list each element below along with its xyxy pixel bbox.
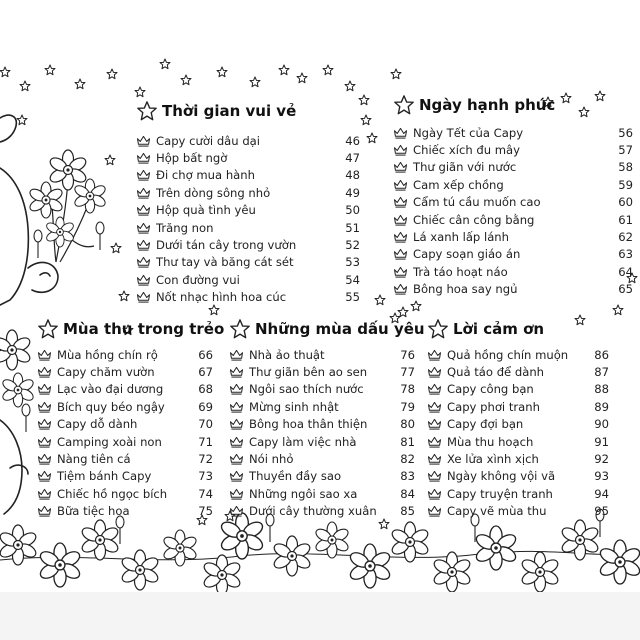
- page-number: 77: [400, 365, 415, 380]
- page-number: 61: [618, 212, 633, 227]
- section-heading: [37, 318, 225, 340]
- chapter-entry: [37, 433, 213, 450]
- page-number: 90: [594, 417, 609, 432]
- chapter-list: [229, 346, 415, 520]
- star-icon: [427, 318, 449, 340]
- page-number: 52: [345, 238, 360, 253]
- crown-icon: [427, 505, 442, 517]
- chapter-title: Đi chợ mua hành: [156, 168, 255, 183]
- chapter-entry: [393, 159, 633, 176]
- page-number: 69: [198, 399, 213, 414]
- chapter-entry: [393, 281, 633, 298]
- crown-icon: [136, 152, 151, 164]
- crown-icon: [229, 418, 244, 430]
- section-title: Thời gian vui vẻ: [162, 102, 297, 120]
- section-ngay-hanh-phuc: [393, 94, 633, 298]
- chapter-entry: [229, 398, 415, 415]
- chapter-title: Những ngôi sao xa: [249, 486, 358, 501]
- chapter-title: Lạc vào đại dương: [57, 382, 164, 397]
- chapter-title: Capy cười dâu dại: [156, 133, 261, 148]
- crown-icon: [136, 239, 151, 251]
- chapter-entry: [136, 289, 360, 306]
- section-thoi-gian-vui-ve: [136, 100, 360, 306]
- chapter-title: Capy làm việc nhà: [249, 434, 357, 449]
- page-number: 47: [345, 151, 360, 166]
- chapter-title: Ngày không vội vã: [447, 469, 556, 484]
- page-number: 72: [198, 452, 213, 467]
- section-title: Những mùa dấu yêu: [255, 320, 425, 338]
- section-nhung-mua-dau-yeu: [229, 318, 425, 520]
- chapter-entry: [37, 398, 213, 415]
- chapter-title: Ngôi sao thích nước: [249, 382, 364, 397]
- crown-icon: [427, 401, 442, 413]
- chapter-entry: [393, 176, 633, 193]
- chapter-title: Capy phơi tranh: [447, 399, 540, 414]
- crown-icon: [427, 488, 442, 500]
- chapter-entry: [427, 363, 609, 380]
- page-number: 58: [618, 160, 633, 175]
- chapter-entry: [229, 468, 415, 485]
- capybara-illustration-bottom: [0, 420, 28, 514]
- chapter-title: Chiếc hồ ngọc bích: [57, 486, 168, 501]
- chapter-title: Cam xếp chồng: [413, 177, 504, 192]
- chapter-title: Nàng tiên cá: [57, 452, 131, 467]
- chapter-title: Trăng non: [156, 220, 214, 235]
- page-number: 92: [594, 452, 609, 467]
- chapter-title: Con đường vui: [156, 272, 240, 287]
- chapter-title: Bữa tiệc hoa: [57, 504, 130, 519]
- crown-icon: [37, 366, 52, 378]
- section-heading: [427, 318, 609, 340]
- section-loi-cam-on: [427, 318, 609, 520]
- chapter-title: Hộp quà tình yêu: [156, 203, 256, 218]
- chapter-title: Cẩm tú cầu muốn cao: [413, 195, 541, 210]
- chapter-title: Trà táo hoạt náo: [413, 264, 508, 279]
- crown-icon: [393, 144, 408, 156]
- crown-icon: [393, 196, 408, 208]
- page-number: 67: [198, 365, 213, 380]
- chapter-list: [37, 346, 213, 520]
- chapter-entry: [136, 149, 360, 166]
- page-number: 48: [345, 168, 360, 183]
- chapter-entry: [229, 503, 415, 520]
- chapter-title: Thuyền đầy sao: [249, 469, 342, 484]
- chapter-title: Capy vẽ mùa thu: [447, 504, 547, 519]
- chapter-title: Capy công bạn: [447, 382, 534, 397]
- crown-icon: [37, 453, 52, 465]
- chapter-entry: [393, 228, 633, 245]
- chapter-entry: [229, 381, 415, 398]
- page-number: 93: [594, 469, 609, 484]
- flower-meadow: [0, 509, 640, 595]
- chapter-entry: [37, 346, 213, 363]
- chapter-entry: [37, 468, 213, 485]
- chapter-title: Mừng sinh nhật: [249, 399, 339, 414]
- chapter-entry: [229, 363, 415, 380]
- chapter-list: [136, 132, 360, 306]
- chapter-entry: [393, 211, 633, 228]
- page-number: 59: [618, 177, 633, 192]
- page-number: 54: [345, 272, 360, 287]
- chapter-entry: [37, 381, 213, 398]
- chapter-title: Capy dỗ dành: [57, 417, 138, 432]
- crown-icon: [393, 283, 408, 295]
- crown-icon: [427, 349, 442, 361]
- chapter-entry: [229, 433, 415, 450]
- page-number: 91: [594, 434, 609, 449]
- chapter-title: Thư giãn với nước: [413, 160, 517, 175]
- crown-icon: [393, 214, 408, 226]
- chapter-entry: [393, 141, 633, 158]
- crown-icon: [393, 266, 408, 278]
- page-number: 64: [618, 264, 633, 279]
- crown-icon: [393, 231, 408, 243]
- page-number: 60: [618, 195, 633, 210]
- chapter-title: Nói nhỏ: [249, 452, 294, 467]
- chapter-title: Dưới cây thường xuân: [249, 504, 377, 519]
- chapter-entry: [136, 271, 360, 288]
- chapter-entry: [37, 485, 213, 502]
- chapter-entry: [229, 485, 415, 502]
- crown-icon: [229, 436, 244, 448]
- crown-icon: [37, 349, 52, 361]
- chapter-title: Chiếc xích đu mây: [413, 143, 520, 158]
- crown-icon: [136, 222, 151, 234]
- chapter-entry: [427, 485, 609, 502]
- chapter-entry: [37, 416, 213, 433]
- crown-icon: [37, 418, 52, 430]
- chapter-entry: [427, 468, 609, 485]
- page-number: 53: [345, 255, 360, 270]
- chapter-entry: [393, 246, 633, 263]
- chapter-entry: [136, 202, 360, 219]
- crown-icon: [229, 505, 244, 517]
- chapter-entry: [136, 167, 360, 184]
- chapter-entry: [427, 416, 609, 433]
- crown-icon: [136, 135, 151, 147]
- chapter-entry: [427, 450, 609, 467]
- section-heading: [393, 94, 633, 116]
- section-title: Ngày hạnh phúc: [419, 96, 556, 114]
- crown-icon: [427, 470, 442, 482]
- chapter-title: Bích quy béo ngậy: [57, 399, 165, 414]
- star-icon: [136, 100, 158, 122]
- crown-icon: [229, 453, 244, 465]
- crown-icon: [37, 436, 52, 448]
- page-number: 87: [594, 365, 609, 380]
- crown-icon: [37, 505, 52, 517]
- chapter-title: Lá xanh lấp lánh: [413, 230, 509, 245]
- page-number: 51: [345, 220, 360, 235]
- section-title: Lời cảm ơn: [453, 320, 545, 338]
- chapter-title: Thư tay và băng cát sét: [156, 255, 294, 270]
- crown-icon: [229, 401, 244, 413]
- page-number: 80: [400, 417, 415, 432]
- crown-icon: [393, 127, 408, 139]
- chapter-title: Ngày Tết của Capy: [413, 125, 524, 140]
- page-number: 55: [345, 290, 360, 305]
- chapter-title: Nốt nhạc hình hoa cúc: [156, 290, 287, 305]
- chapter-entry: [229, 450, 415, 467]
- chapter-title: Nhà ảo thuật: [249, 347, 325, 362]
- page-number: 73: [198, 469, 213, 484]
- page-number: 63: [618, 247, 633, 262]
- crown-icon: [393, 161, 408, 173]
- star-icon: [393, 94, 415, 116]
- chapter-title: Mùa thu hoạch: [447, 434, 534, 449]
- page-number: 83: [400, 469, 415, 484]
- crown-icon: [427, 453, 442, 465]
- chapter-entry: [427, 503, 609, 520]
- chapter-entry: [427, 398, 609, 415]
- chapter-title: Capy truyện tranh: [447, 486, 553, 501]
- crown-icon: [136, 291, 151, 303]
- star-icon: [37, 318, 59, 340]
- crown-icon: [136, 187, 151, 199]
- page-number: 79: [400, 399, 415, 414]
- chapter-title: Hộp bất ngờ: [156, 151, 228, 166]
- crown-icon: [427, 383, 442, 395]
- section-heading: [136, 100, 360, 122]
- crown-icon: [427, 366, 442, 378]
- chapter-entry: [136, 219, 360, 236]
- chapter-title: Bông hoa say ngủ: [413, 282, 518, 297]
- chapter-title: Xe lửa xình xịch: [447, 452, 539, 467]
- crown-icon: [229, 383, 244, 395]
- chapter-title: Trên dòng sông nhỏ: [156, 185, 271, 200]
- page-number: 66: [198, 347, 213, 362]
- crown-icon: [427, 418, 442, 430]
- page-number: 78: [400, 382, 415, 397]
- chapter-entry: [136, 254, 360, 271]
- page-number: 57: [618, 143, 633, 158]
- chapter-title: Quả táo để dành: [447, 365, 545, 380]
- page-number: 56: [618, 125, 633, 140]
- section-heading: [229, 318, 425, 340]
- chapter-entry: [393, 194, 633, 211]
- page-number: 81: [400, 434, 415, 449]
- page-number: 86: [594, 347, 609, 362]
- chapter-title: Capy đợi bạn: [447, 417, 524, 432]
- crown-icon: [37, 470, 52, 482]
- chapter-title: Mùa hồng chín rộ: [57, 347, 158, 362]
- section-mua-thu-trong-treo: [37, 318, 225, 520]
- chapter-entry: [229, 346, 415, 363]
- chapter-entry: [136, 184, 360, 201]
- page-number: 76: [400, 347, 415, 362]
- star-icon: [229, 318, 251, 340]
- crown-icon: [229, 470, 244, 482]
- crown-icon: [229, 349, 244, 361]
- chapter-title: Dưới tán cây trong vườn: [156, 238, 297, 253]
- chapter-title: Chiếc cân công bằng: [413, 212, 535, 227]
- page-number: 46: [345, 133, 360, 148]
- crown-icon: [229, 366, 244, 378]
- crown-icon: [37, 401, 52, 413]
- chapter-entry: [136, 236, 360, 253]
- chapter-entry: [136, 132, 360, 149]
- crown-icon: [393, 179, 408, 191]
- crown-icon: [427, 436, 442, 448]
- chapter-entry: [393, 124, 633, 141]
- chapter-entry: [37, 503, 213, 520]
- page-number: 82: [400, 452, 415, 467]
- crown-icon: [136, 256, 151, 268]
- page-number: 95: [594, 504, 609, 519]
- page-number: 89: [594, 399, 609, 414]
- page-number: 49: [345, 185, 360, 200]
- section-title: Mùa thu trong trẻo: [63, 320, 225, 338]
- chapter-title: Quả hồng chín muộn: [447, 347, 569, 362]
- page-number: 75: [198, 504, 213, 519]
- crown-icon: [136, 169, 151, 181]
- chapter-entry: [427, 346, 609, 363]
- chapter-title: Capy soạn giáo án: [413, 247, 521, 262]
- chapter-list: [427, 346, 609, 520]
- crown-icon: [229, 488, 244, 500]
- chapter-title: Capy chăm vườn: [57, 365, 155, 380]
- crown-icon: [136, 204, 151, 216]
- crown-icon: [37, 383, 52, 395]
- chapter-entry: [37, 363, 213, 380]
- page-number: 94: [594, 486, 609, 501]
- page-number: 85: [400, 504, 415, 519]
- page-number: 68: [198, 382, 213, 397]
- chapter-entry: [393, 263, 633, 280]
- page-number: 74: [198, 486, 213, 501]
- page-number: 84: [400, 486, 415, 501]
- chapter-title: Bông hoa thân thiện: [249, 417, 368, 432]
- chapter-entry: [37, 450, 213, 467]
- page-number: 50: [345, 203, 360, 218]
- crown-icon: [393, 248, 408, 260]
- page-number: 62: [618, 230, 633, 245]
- page-number: 71: [198, 434, 213, 449]
- chapter-title: Thư giãn bên ao sen: [249, 365, 368, 380]
- chapter-entry: [427, 433, 609, 450]
- chapter-list: [393, 124, 633, 298]
- page-number: 88: [594, 382, 609, 397]
- crown-icon: [136, 274, 151, 286]
- crown-icon: [37, 488, 52, 500]
- chapter-entry: [427, 381, 609, 398]
- page-number: 65: [618, 282, 633, 297]
- chapter-title: Camping xoài non: [57, 434, 162, 449]
- chapter-entry: [229, 416, 415, 433]
- chapter-title: Tiệm bánh Capy: [57, 469, 152, 484]
- page-number: 70: [198, 417, 213, 432]
